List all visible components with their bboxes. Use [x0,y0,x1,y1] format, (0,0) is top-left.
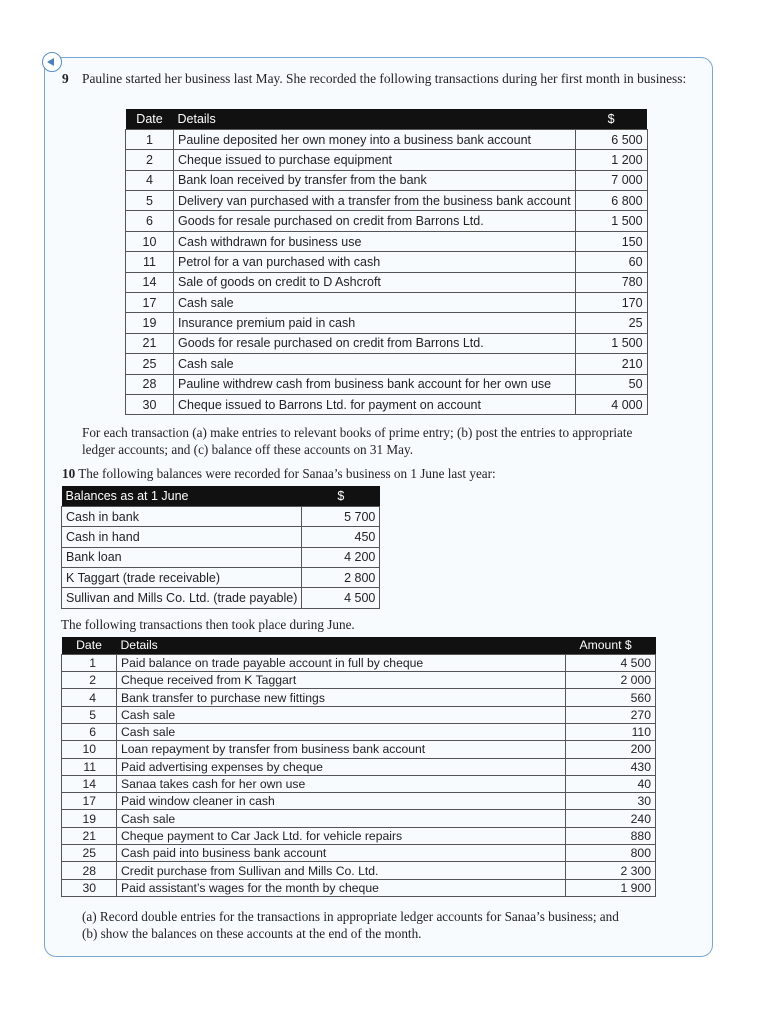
cell-details: Cheque issued to purchase equipment [174,150,576,170]
cell-date: 28 [126,374,174,394]
cell-details: Pauline deposited her own money into a business bank account [174,129,576,149]
column-header-details: Details [117,637,566,654]
table-row [62,741,656,758]
cell-details: Paid window cleaner in cash [117,793,566,810]
column-header-amount: $ [302,486,380,506]
cell-name: Sullivan and Mills Co. Ltd. (trade payable) [62,588,302,608]
question-9-instructions [82,424,707,458]
cell-amount: 560 [566,689,656,706]
opening-balances-table [61,486,380,609]
cell-details: Loan repayment by transfer from business bank account [117,741,566,758]
cell-name: Cash in bank [62,506,302,526]
table-row [126,150,648,170]
question-intro: Pauline started her business last May. She recorded the following transactions during her first month in business: [82,71,687,86]
cell-amount: 4 500 [566,654,656,671]
cell-amount: 880 [566,827,656,844]
cell-details: Goods for resale purchased on credit from Barrons Ltd. [174,333,576,353]
question-9 [62,70,702,87]
table-row [126,333,648,353]
column-header-balances: Balances as at 1 June [62,486,302,506]
cell-amount: 150 [575,231,647,251]
cell-date: 30 [62,879,117,896]
cell-date: 4 [62,689,117,706]
cell-amount: 1 200 [575,150,647,170]
cell-date: 14 [62,775,117,792]
cell-details: Pauline withdrew cash from business bank account for her own use [174,374,576,394]
cell-date: 10 [62,741,117,758]
cell-date: 28 [62,862,117,879]
cell-amount: 4 200 [302,547,380,567]
table-row [126,354,648,374]
table-row [62,723,656,740]
table-header-row [62,486,380,506]
cell-amount: 170 [575,293,647,313]
table-row [126,211,648,231]
cell-details: Bank transfer to purchase new fittings [117,689,566,706]
cell-amount: 7 000 [575,170,647,190]
cell-amount: 780 [575,272,647,292]
cell-amount: 800 [566,845,656,862]
cell-details: Cash sale [117,810,566,827]
cell-date: 1 [126,129,174,149]
table-row [62,568,380,588]
cell-date: 21 [62,827,117,844]
cell-date: 11 [62,758,117,775]
table-row [62,706,656,723]
cell-date: 1 [62,654,117,671]
cell-amount: 430 [566,758,656,775]
cell-amount: 1 500 [575,211,647,231]
cell-name: Bank loan [62,547,302,567]
cell-details: Paid advertising expenses by cheque [117,758,566,775]
cell-date: 14 [126,272,174,292]
cell-details: Credit purchase from Sullivan and Mills Co. Ltd. [117,862,566,879]
cell-date: 21 [126,333,174,353]
table-row [126,374,648,394]
cell-amount: 270 [566,706,656,723]
table-row [126,129,648,149]
cell-details: Bank loan received by transfer from the bank [174,170,576,190]
cell-details: Cheque payment to Car Jack Ltd. for vehicle repairs [117,827,566,844]
cell-amount: 210 [575,354,647,374]
cell-amount: 6 500 [575,129,647,149]
column-header-amount: $ [575,109,647,129]
cell-amount: 5 700 [302,506,380,526]
transactions-intro: The following transactions then took place during June. [61,617,355,632]
instructions-line: (b) show the balances on these accounts at the end of the month. [82,926,422,941]
table-row [62,793,656,810]
cell-date: 6 [126,211,174,231]
cell-details: Delivery van purchased with a transfer from the business bank account [174,191,576,211]
table-row [62,672,656,689]
table-row [126,272,648,292]
cell-details: Sanaa takes cash for her own use [117,775,566,792]
transactions-table-june [61,637,656,897]
question-10-instructions [82,908,707,942]
cell-details: Cash sale [117,706,566,723]
question-10 [62,465,702,482]
back-arrow-icon[interactable] [42,52,62,72]
cell-details: Goods for resale purchased on credit from Barrons Ltd. [174,211,576,231]
table-row [62,845,656,862]
cell-amount: 25 [575,313,647,333]
cell-amount: 450 [302,527,380,547]
table-row [126,170,648,190]
cell-amount: 40 [566,775,656,792]
question-number: 10 [62,466,76,481]
table-row [62,827,656,844]
cell-details: Sale of goods on credit to D Ashcroft [174,272,576,292]
instructions-line: (a) Record double entries for the transactions in appropriate ledger accounts for Sanaa’s business; and [82,909,619,924]
table-row [126,394,648,414]
cell-date: 5 [62,706,117,723]
instructions-line: For each transaction (a) make entries to relevant books of prime entry; (b) post the entries to appropriate [82,425,633,440]
cell-date: 5 [126,191,174,211]
cell-details: Cash paid into business bank account [117,845,566,862]
cell-details: Cash sale [174,354,576,374]
table-header-row [126,109,648,129]
table-row [126,231,648,251]
table-row [62,588,380,608]
cell-date: 10 [126,231,174,251]
cell-date: 19 [126,313,174,333]
cell-details: Cash sale [117,723,566,740]
cell-date: 17 [62,793,117,810]
cell-details: Paid assistant’s wages for the month by cheque [117,879,566,896]
cell-amount: 2 300 [566,862,656,879]
cell-amount: 30 [566,793,656,810]
cell-amount: 110 [566,723,656,740]
column-header-date: Date [126,109,174,129]
cell-date: 4 [126,170,174,190]
cell-details: Insurance premium paid in cash [174,313,576,333]
cell-details: Paid balance on trade payable account in full by cheque [117,654,566,671]
cell-details: Petrol for a van purchased with cash [174,252,576,272]
cell-name: K Taggart (trade receivable) [62,568,302,588]
table-row [62,862,656,879]
table-row [126,313,648,333]
cell-amount: 2 000 [566,672,656,689]
cell-details: Cheque issued to Barrons Ltd. for payment on account [174,394,576,414]
table-row [126,252,648,272]
question-intro: The following balances were recorded for Sanaa’s business on 1 June last year: [78,466,496,481]
table-row [62,810,656,827]
cell-date: 30 [126,394,174,414]
column-header-details: Details [174,109,576,129]
cell-date: 25 [62,845,117,862]
instructions-line: ledger accounts; and (c) balance off these accounts on 31 May. [82,442,414,457]
cell-date: 11 [126,252,174,272]
cell-amount: 4 500 [302,588,380,608]
table-row [126,191,648,211]
cell-amount: 4 000 [575,394,647,414]
cell-date: 2 [62,672,117,689]
table-row [62,758,656,775]
cell-date: 25 [126,354,174,374]
cell-amount: 6 800 [575,191,647,211]
transactions-table-may [125,109,648,415]
cell-amount: 50 [575,374,647,394]
table-header-row [62,637,656,654]
table-row [62,527,380,547]
table-row [62,879,656,896]
column-header-date: Date [62,637,117,654]
table-row [62,506,380,526]
cell-details: Cash sale [174,293,576,313]
table-row [62,689,656,706]
cell-details: Cash withdrawn for business use [174,231,576,251]
cell-amount: 2 800 [302,568,380,588]
cell-date: 6 [62,723,117,740]
cell-details: Cheque received from K Taggart [117,672,566,689]
cell-amount: 60 [575,252,647,272]
cell-name: Cash in hand [62,527,302,547]
table-row [62,654,656,671]
table-row [62,547,380,567]
table-row [62,775,656,792]
cell-date: 17 [126,293,174,313]
cell-date: 19 [62,810,117,827]
cell-amount: 1 900 [566,879,656,896]
column-header-amount: Amount $ [566,637,656,654]
cell-amount: 240 [566,810,656,827]
cell-date: 2 [126,150,174,170]
cell-amount: 200 [566,741,656,758]
cell-amount: 1 500 [575,333,647,353]
question-number: 9 [62,71,69,86]
table-row [126,293,648,313]
